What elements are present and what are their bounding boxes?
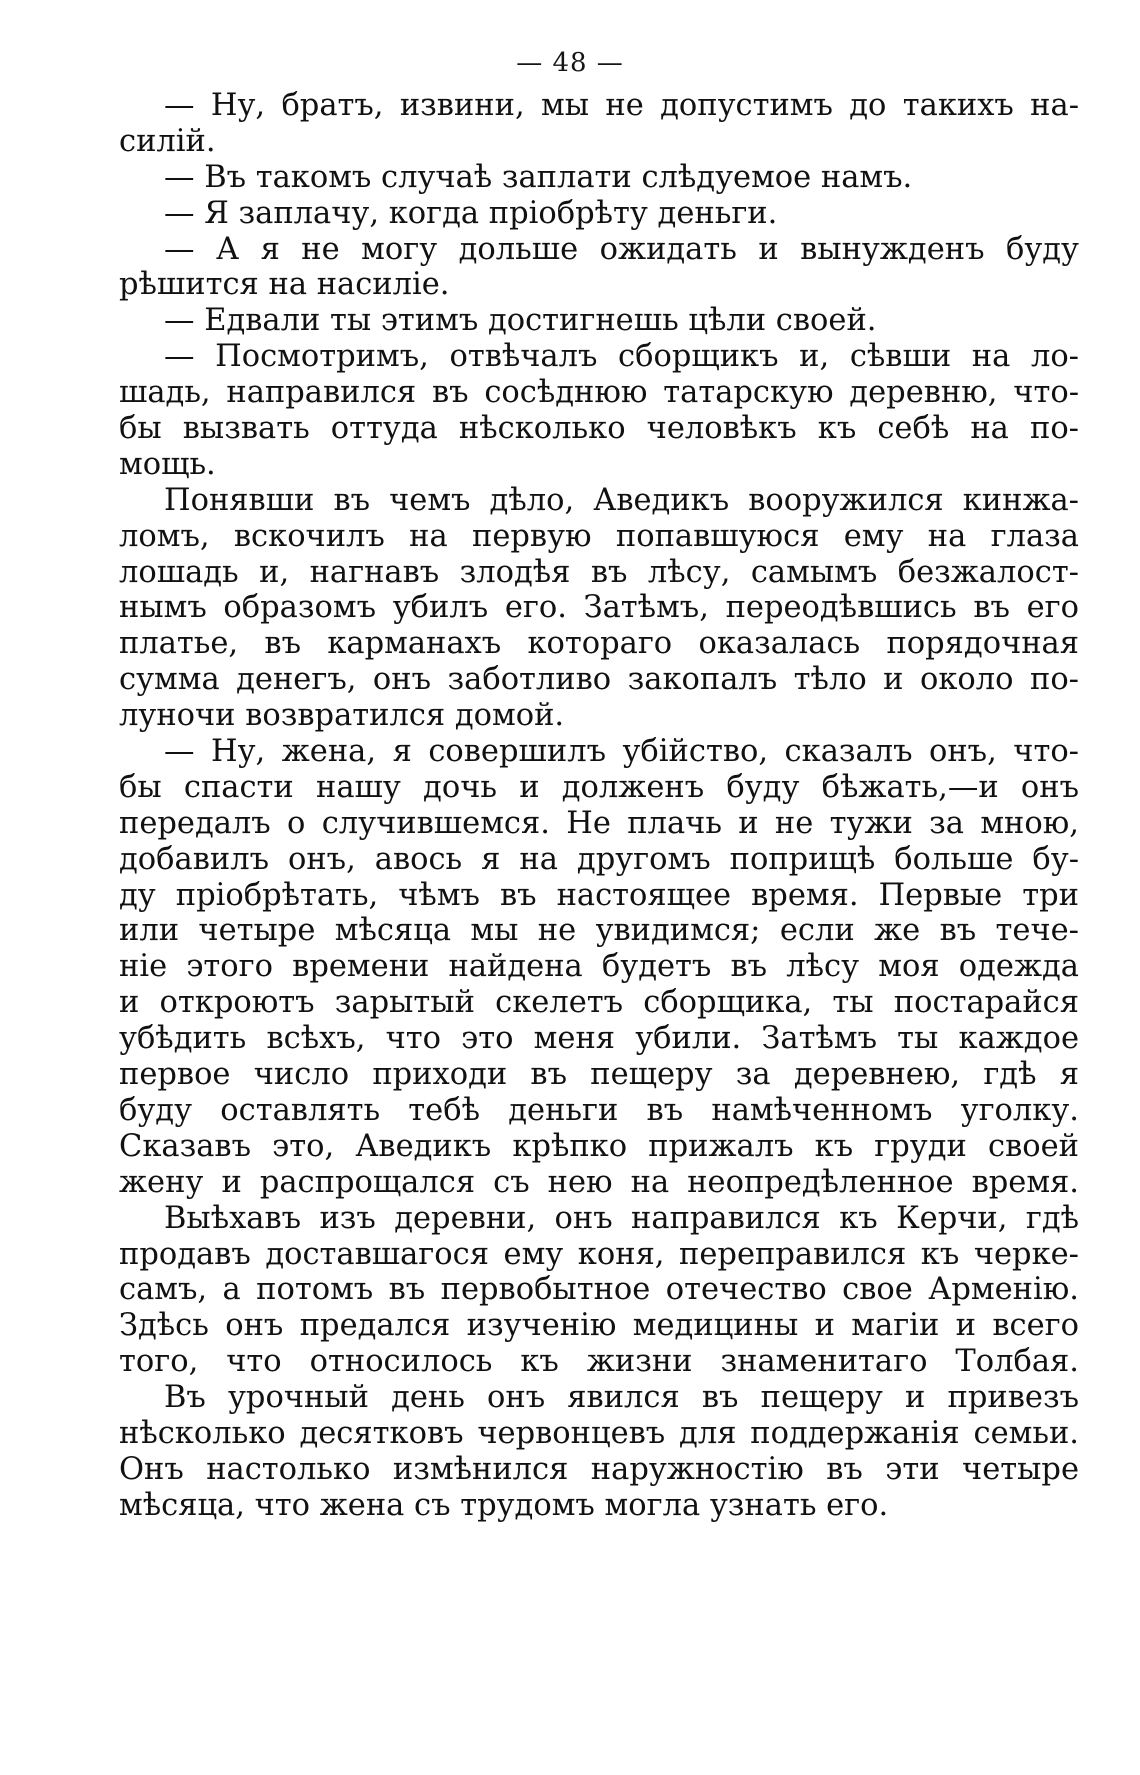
text-line: — А я не могу дольше ожидать и вынужденъ буду (164, 231, 1079, 267)
text-line: Въ урочный день онъ явился въ пещеру и привезъ (164, 1380, 1079, 1416)
text-line: первое число приходи въ пещеру за деревнею, гдѣ я (119, 1057, 1079, 1093)
text-line: — Посмотримъ, отвѣчалъ сборщикъ и, сѣвши на ло- (164, 339, 1079, 375)
text-line: ду пріобрѣтать, чѣмъ въ настоящее время. Первые три (119, 877, 1079, 913)
text-line: убѣдить всѣхъ, что это меня убили. Затѣмъ ты каждое (119, 1021, 1079, 1057)
text-line: самъ, а потомъ въ первобытное отечество свое Арменію. (119, 1272, 1079, 1308)
text-line: — Я заплачу, когда пріобрѣту деньги. (164, 195, 778, 231)
text-line: бы вызвать оттуда нѣсколько человѣкъ къ себѣ на по- (119, 411, 1079, 447)
text-line: Здѣсь онъ предался изученію медицины и магіи и всего (119, 1308, 1079, 1344)
text-line: нѣсколько десятковъ червонцевъ для поддержанія семьи. (119, 1415, 1079, 1451)
text-line: продавъ доставшагося ему коня, переправился къ черке- (119, 1236, 1079, 1272)
text-line: рѣшится на насиліе. (119, 267, 450, 303)
text-line: Сказавъ это, Аведикъ крѣпко прижалъ къ груди своей (119, 1128, 1079, 1164)
page-text-body (119, 88, 1079, 1524)
text-line: мѣсяца, что жена съ трудомъ могла узнать его. (119, 1487, 889, 1523)
text-line: Выѣхавъ изъ деревни, онъ направился къ Керчи, гдѣ (164, 1200, 1079, 1236)
text-line: жену и распрощался съ нею на неопредѣленное время. (119, 1164, 1079, 1200)
text-line: — Ну, жена, я совершилъ убійство, сказалъ онъ, что- (164, 734, 1079, 770)
text-line: Понявши въ чемъ дѣло, Аведикъ вооружился кинжа- (164, 482, 1079, 518)
text-line: — Ну, братъ, извини, мы не допустимъ до такихъ на- (164, 88, 1079, 123)
text-line: мощь. (119, 446, 216, 482)
text-line: силій. (119, 123, 216, 159)
text-line: нымъ образомъ убилъ его. Затѣмъ, переодѣвшись въ его (119, 590, 1079, 626)
text-line: бы спасти нашу дочь и долженъ буду бѣжать,—и онъ (119, 769, 1079, 805)
text-line: — Едвали ты этимъ достигнешь цѣли своей. (164, 303, 877, 339)
text-line: буду оставлять тебѣ деньги въ намѣченномъ уголку. (119, 1092, 1079, 1128)
text-line: ломъ, вскочилъ на первую попавшуюся ему на глаза (119, 518, 1079, 554)
text-line: лошадь и, нагнавъ злодѣя въ лѣсу, самымъ безжалост- (119, 554, 1079, 590)
text-line: добавилъ онъ, авось я на другомъ поприщѣ больше бу- (119, 841, 1079, 877)
text-line: Онъ настолько измѣнился наружностію въ эти четыре (119, 1451, 1079, 1487)
text-line: передалъ о случившемся. Не плачь и не тужи за мною, (119, 805, 1079, 841)
text-line: луночи возвратился домой. (119, 698, 565, 734)
page-number: — 48 — (516, 48, 624, 78)
text-line: или четыре мѣсяца мы не увидимся; если же въ тече- (119, 913, 1079, 949)
text-line: шадь, направился въ сосѣднюю татарскую деревню, что- (119, 375, 1079, 411)
text-line: платье, въ карманахъ котораго оказалась порядочная (119, 626, 1079, 662)
text-line: сумма денегъ, онъ заботливо закопалъ тѣло и около по- (119, 662, 1079, 698)
text-line: того, что относилось къ жизни знаменитаго Толбая. (119, 1344, 1079, 1380)
text-line: и откроютъ зарытый скелетъ сборщика, ты постарайся (119, 985, 1079, 1021)
text-line: — Въ такомъ случаѣ заплати слѣдуемое намъ. (164, 159, 913, 195)
text-line: ніе этого времени найдена будетъ въ лѣсу моя одежда (119, 949, 1079, 985)
